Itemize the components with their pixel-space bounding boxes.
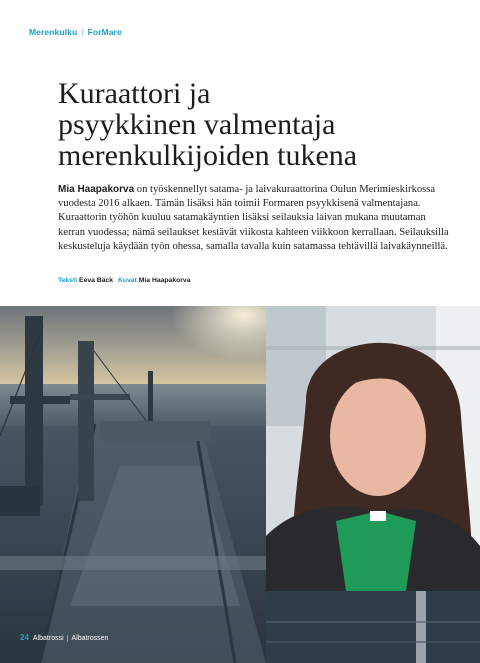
sea-photo	[266, 591, 480, 663]
credit-photo-label: Kuvat	[117, 277, 137, 284]
credit-text-label: Teksti	[58, 277, 78, 284]
portrait-photo	[266, 306, 480, 591]
lead-name: Mia Haapakorva	[58, 184, 135, 195]
section-label	[29, 27, 122, 37]
page-footer	[20, 633, 108, 642]
footer-separator: |	[66, 635, 69, 642]
section-separator: |	[81, 27, 84, 37]
ship-deck-photo	[0, 306, 266, 663]
title-line: merenkulkijoiden tukena	[58, 139, 358, 172]
title-line: Kuraattori ja	[58, 77, 211, 110]
section-name: Merenkulku	[29, 27, 78, 37]
lead-text: on työskennellyt satama- ja laivakuraattorina Oulun Merimieskirkossa vuodesta 2016 alkaen. Tämän lisäksi hän toimii Formaren psyykkisenä valmentajana. Kuraattorin työhön kuuluu satamakäyntien lisäksi seilauksia laivan mukana muutaman kerran vuodessa; nämä seilaukset kestävät viikosta kahteen viikkoon kerrallaan. Seilauksilla keskusteluja käydään työn ohessa, samalla tavalla kuin satamassa tehtävillä laivakäynneillä.	[58, 184, 449, 252]
magazine-name: Albatrossi	[32, 635, 64, 642]
article-lead	[58, 183, 450, 254]
credit-photo-author: Mia Haapakorva	[138, 277, 191, 284]
title-line: psyykkinen valmentaja	[58, 108, 336, 141]
article-credits	[58, 277, 193, 284]
magazine-name-alt: Albatrossen	[71, 635, 109, 642]
subsection-name: ForMare	[87, 27, 122, 37]
article-title	[58, 78, 458, 171]
page-number: 24	[20, 633, 29, 642]
credit-text-author: Eeva Bäck	[79, 277, 114, 284]
